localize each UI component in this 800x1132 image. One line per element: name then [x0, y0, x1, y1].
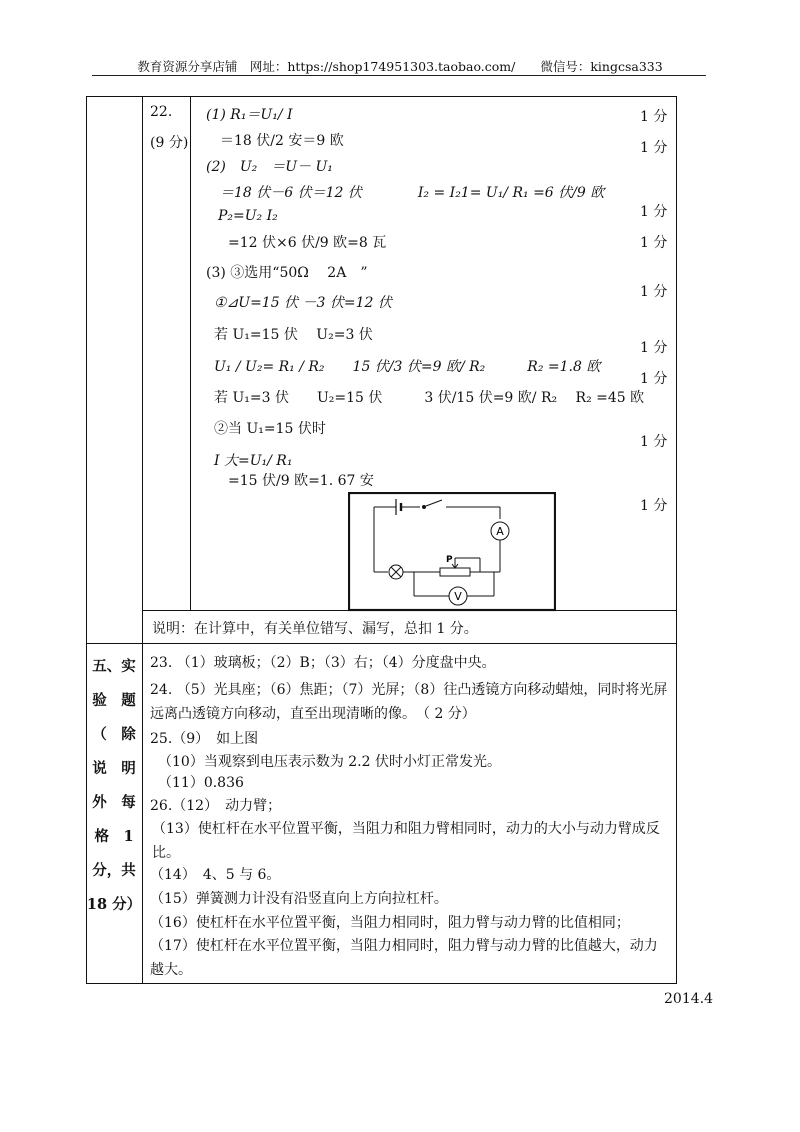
section-label-line: 18 分）: [86, 896, 142, 913]
switch-contact: [422, 505, 426, 509]
grading-note: 说明：在计算中，有关单位错写、漏写，总扣 1 分。: [152, 621, 478, 637]
q22-line-4: ＝18 伏－6 伏＝12 伏 I₂ = I₂1= U₁/ R₁ =6 伏/9 欧: [220, 185, 605, 201]
table-divider-col2: [190, 96, 191, 610]
section-label-line: （ 除: [92, 726, 136, 743]
score-1: 1 分: [640, 109, 668, 125]
q22-line-14: =15 伏/9 欧=1. 67 安: [228, 473, 374, 489]
score-3: 1 分: [640, 204, 668, 220]
switch-lever: [426, 500, 442, 506]
header-rule: [92, 75, 706, 76]
q22-line-2: ＝18 伏/2 安＝9 欧: [220, 133, 344, 149]
section-label: [86, 650, 142, 922]
section-label-line: 格 1: [94, 828, 134, 845]
table-border-bottom: [86, 983, 677, 984]
section-label-line: 分，共: [92, 862, 136, 879]
answer-25-11: （11）0.836: [158, 775, 244, 791]
table-row-divider-2: [86, 643, 677, 644]
q22-line-8: ①⊿U=15 伏 －3 伏=12 伏: [214, 295, 392, 311]
q22-line-1: (1) R₁＝U₁/ I: [206, 107, 293, 123]
question-number: 22.: [150, 104, 173, 120]
voltmeter-label: V: [454, 590, 462, 603]
answer-24: 24. （5）光具座；（6）焦距；（7）光屏；（8）往凸透镜方向移动蜡烛，同时将光屏远离凸透镜方向移动，直至出现清晰的像。 （ 2 分）: [150, 682, 668, 722]
answer-26-12: 26.（12） 动力臂；: [150, 798, 282, 814]
footer-date: 2014.4: [664, 991, 713, 1007]
section-label-line: 五、实: [92, 658, 136, 675]
q22-line-5: P₂=U₂ I₂: [218, 208, 278, 224]
q22-line-12: ②当 U₁=15 伏时: [214, 421, 326, 437]
section-label-line: 外 每: [92, 794, 136, 811]
score-9: 1 分: [640, 498, 668, 514]
circuit-diagram: [348, 492, 556, 612]
answer-26-16: （16）使杠杆在水平位置平衡，当阻力相同时，阻力臂与动力臂的比值相同；: [150, 915, 630, 931]
answer-23: 23. （1）玻璃板；（2）B；（3）右；（4）分度盘中央。: [150, 655, 496, 671]
q22-line-7: (3) ③选用“50Ω 2A ”: [206, 265, 368, 281]
q22-line-13: I 大=U₁/ R₁: [214, 453, 293, 469]
score-8: 1 分: [640, 434, 668, 450]
q22-line-3: (2) U₂ ＝U－ U₁: [206, 159, 333, 175]
score-2: 1 分: [640, 140, 668, 156]
answer-25-9: 25.（9） 如上图: [150, 731, 259, 747]
score-6: 1 分: [640, 340, 668, 356]
answer-25-10: （10）当观察到电压表示数为 2.2 伏时小灯正常发光。: [158, 754, 501, 770]
ammeter-label: A: [496, 525, 504, 538]
table-border-top: [86, 96, 677, 97]
score-5: 1 分: [640, 284, 668, 300]
section-label-line: 验 题: [92, 692, 136, 709]
slider-label: P: [446, 555, 453, 565]
score-4: 1 分: [640, 235, 668, 251]
answer-26-15: （15）弹簧测力计没有沿竖直向上方向拉杠杆。: [150, 891, 448, 907]
q22-line-10: U₁ / U₂= R₁ / R₂ 15 伏/3 伏=9 欧/ R₂ R₂ =1.8 欧: [214, 359, 601, 375]
answer-26-13: （13）使杠杆在水平位置平衡，当阻力和阻力臂相同时，动力的大小与动力臂成反比。: [152, 821, 660, 861]
q22-line-11: 若 U₁=3 伏 U₂=15 伏 3 伏/15 伏=9 欧/ R₂ R₂ =45 欧: [214, 390, 645, 406]
answer-26-17: （17）使杠杆在水平位置平衡，当阻力相同时，阻力臂与动力臂的比值越大，动力越大。: [150, 938, 658, 978]
answer-26-14: （14） 4、5 与 6。: [150, 867, 281, 883]
rheostat-icon: [440, 568, 470, 576]
question-points: (9 分): [150, 135, 189, 151]
section-label-line: 说 明: [92, 760, 136, 777]
q22-line-6: =12 伏×6 伏/9 欧=8 瓦: [228, 235, 387, 251]
page-header: 教育资源分享店铺 网址：https://shop174951303.taobao.com/ 微信号：kingcsa333: [137, 59, 663, 74]
q22-line-9: 若 U₁=15 伏 U₂=3 伏: [214, 327, 373, 343]
table-divider-col1: [142, 96, 143, 984]
score-7: 1 分: [640, 371, 668, 387]
table-border-right: [676, 96, 677, 984]
